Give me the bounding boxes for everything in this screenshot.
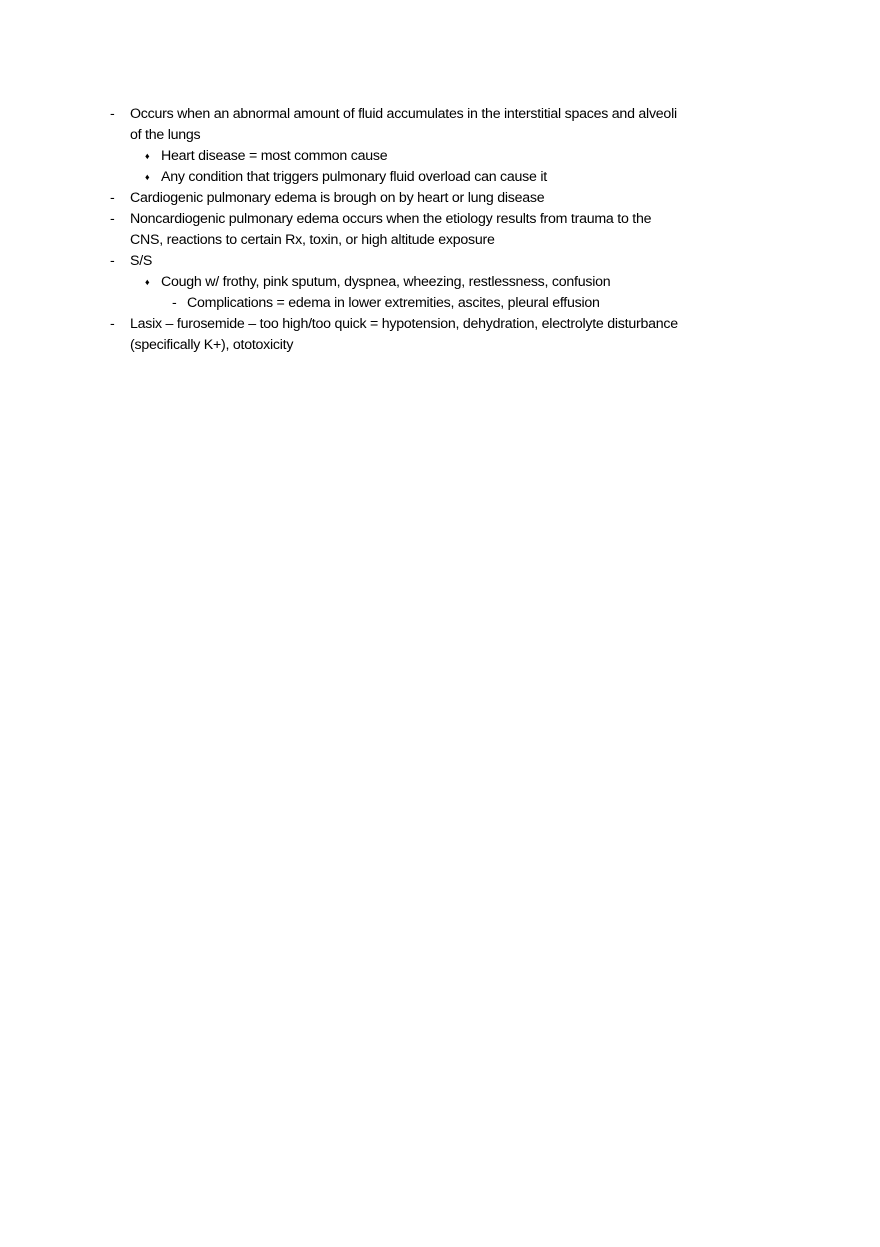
dash-bullet-icon: -: [110, 190, 115, 206]
list-item: [0, 251, 880, 272]
list-item: [0, 188, 880, 209]
list-item: [0, 104, 880, 125]
dash-bullet-icon: -: [110, 316, 115, 332]
list-item-text: Lasix – furosemide – too high/too quick = hypotension, dehydration, electrolyte disturbance: [130, 316, 678, 332]
list-item: [0, 293, 880, 314]
list-item-text: Any condition that triggers pulmonary fluid overload can cause it: [161, 169, 547, 185]
diamond-bullet-icon: ♦: [145, 151, 150, 161]
list-item: [0, 209, 880, 230]
notes-list: [0, 104, 880, 356]
list-item-text: Cardiogenic pulmonary edema is brough on by heart or lung disease: [130, 190, 545, 206]
list-item-text: S/S: [130, 253, 153, 269]
diamond-bullet-icon: ♦: [145, 172, 150, 182]
list-item-text: (specifically K+), ototoxicity: [130, 337, 294, 353]
list-item: [0, 314, 880, 335]
list-item-text: Complications = edema in lower extremities, ascites, pleural effusion: [187, 295, 600, 311]
dash-bullet-icon: -: [172, 295, 177, 311]
list-item-text: Noncardiogenic pulmonary edema occurs when the etiology results from trauma to the: [130, 211, 652, 227]
list-item-continuation: [0, 335, 880, 356]
list-item-continuation: [0, 125, 880, 146]
list-item: [0, 146, 880, 167]
list-item: [0, 272, 880, 293]
dash-bullet-icon: -: [110, 106, 115, 122]
list-item-text: of the lungs: [130, 127, 201, 143]
list-item-text: Heart disease = most common cause: [161, 148, 388, 164]
list-item: [0, 167, 880, 188]
list-item-text: Occurs when an abnormal amount of fluid accumulates in the interstitial spaces and alveoli: [130, 106, 677, 122]
list-item-text: CNS, reactions to certain Rx, toxin, or high altitude exposure: [130, 232, 495, 248]
diamond-bullet-icon: ♦: [145, 277, 150, 287]
list-item-text: Cough w/ frothy, pink sputum, dyspnea, wheezing, restlessness, confusion: [161, 274, 611, 290]
dash-bullet-icon: -: [110, 253, 115, 269]
dash-bullet-icon: -: [110, 211, 115, 227]
list-item-continuation: [0, 230, 880, 251]
